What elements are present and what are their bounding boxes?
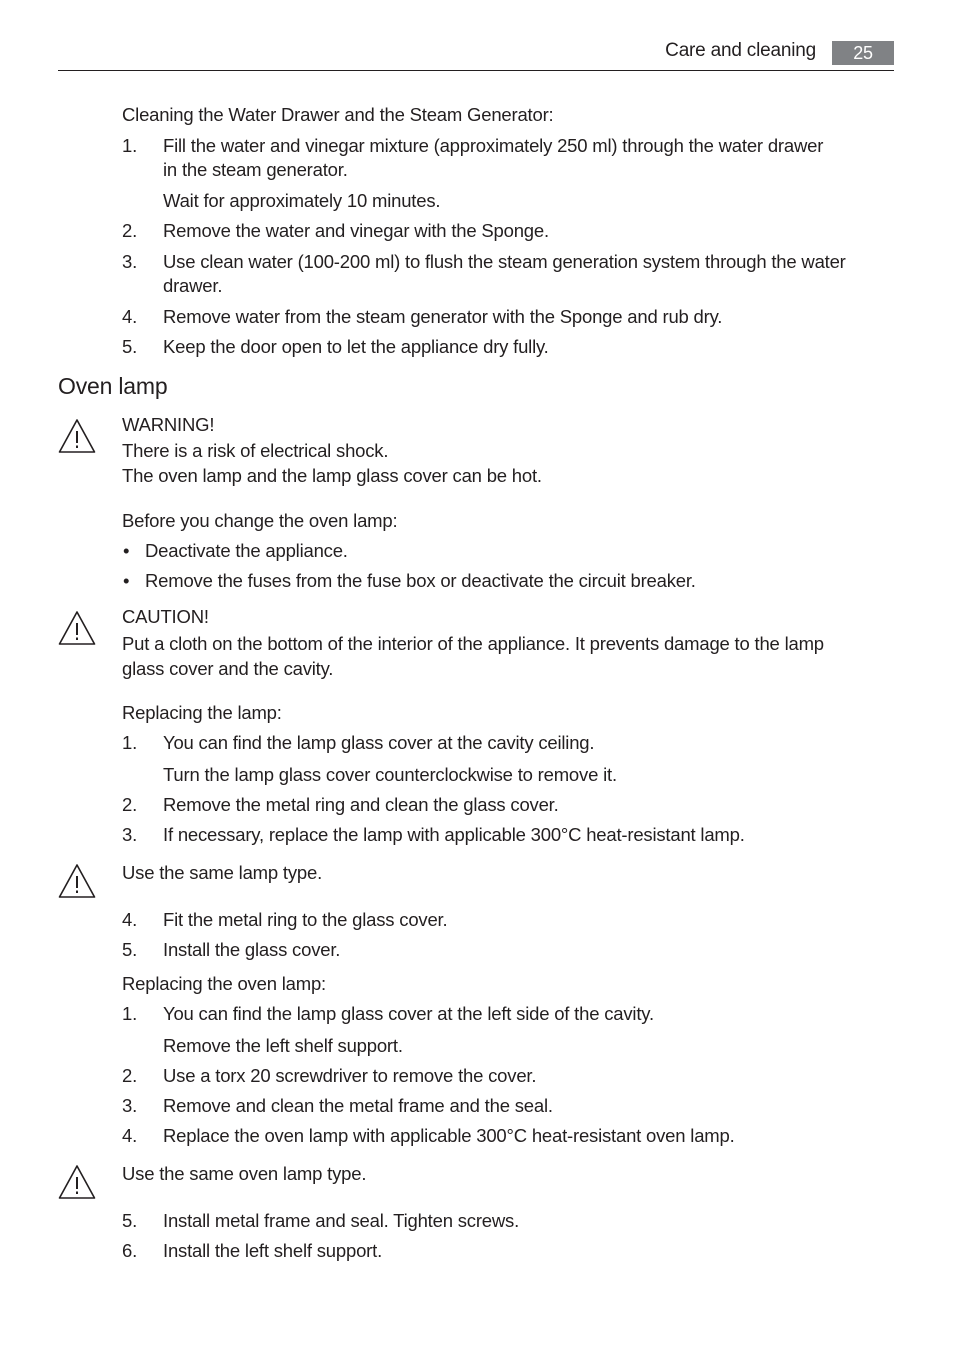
warning-triangle-icon (57, 417, 97, 455)
list-item-number: 1. (122, 732, 138, 753)
list-item-text: If necessary, replace the lamp with applicable 300°C heat-resistant lamp. (163, 824, 745, 845)
warning-triangle-icon (57, 862, 97, 900)
list-item-text: Fill the water and vinegar mixture (approximately 250 ml) through the water drawer (163, 135, 824, 156)
list-item-subtext: Remove the left shelf support. (163, 1035, 403, 1056)
list-item-number: 5. (122, 1210, 138, 1231)
list-item-text: Remove water from the steam generator with the Sponge and rub dry. (163, 306, 723, 327)
warning-triangle-icon (57, 1163, 97, 1201)
list-item-text-cont: in the steam generator. (163, 159, 348, 180)
list-item-text: Use a torx 20 screwdriver to remove the cover. (163, 1065, 537, 1086)
list-item-text-cont: drawer. (163, 275, 223, 296)
list-item-text: You can find the lamp glass cover at the cavity ceiling. (163, 732, 595, 753)
list-item-number: 4. (122, 1125, 138, 1146)
note-text: Use the same oven lamp type. (122, 1163, 367, 1184)
water-drawer-title: Cleaning the Water Drawer and the Steam Generator: (122, 104, 554, 125)
list-item-text: Replace the oven lamp with applicable 300°C heat-resistant oven lamp. (163, 1125, 735, 1146)
replacing-oven-lamp-title: Replacing the oven lamp: (122, 973, 326, 994)
bullet: • (123, 570, 130, 591)
list-item-number: 6. (122, 1240, 138, 1261)
list-item-text: Remove the metal ring and clean the glass cover. (163, 794, 559, 815)
caution-text: glass cover and the cavity. (122, 658, 334, 679)
note-text: Use the same lamp type. (122, 862, 323, 883)
caution-text: Put a cloth on the bottom of the interior of the appliance. It prevents damage to the lamp (122, 633, 824, 654)
replacing-lamp-title: Replacing the lamp: (122, 702, 282, 723)
list-item-text: Fit the metal ring to the glass cover. (163, 909, 448, 930)
list-item-number: 3. (122, 1095, 138, 1116)
list-item-number: 4. (122, 306, 138, 327)
list-item-subtext: Wait for approximately 10 minutes. (163, 190, 441, 211)
warning-text: There is a risk of electrical shock. (122, 440, 389, 461)
section-heading-oven-lamp: Oven lamp (58, 373, 168, 399)
list-item-number: 3. (122, 824, 138, 845)
list-item-number: 2. (122, 794, 138, 815)
warning-triangle-icon (57, 609, 97, 647)
list-item-number: 4. (122, 909, 138, 930)
warning-text: The oven lamp and the lamp glass cover can be hot. (122, 465, 542, 486)
list-item-subtext: Turn the lamp glass cover counterclockwise to remove it. (163, 764, 617, 785)
header-rule (58, 70, 894, 71)
page-number: 25 (832, 41, 894, 65)
list-item-text: Remove and clean the metal frame and the seal. (163, 1095, 553, 1116)
list-item-text: You can find the lamp glass cover at the left side of the cavity. (163, 1003, 654, 1024)
list-item-number: 1. (122, 1003, 138, 1024)
list-item-number: 2. (122, 1065, 138, 1086)
bullet: • (123, 540, 130, 561)
list-item-number: 5. (122, 939, 138, 960)
before-change-title: Before you change the oven lamp: (122, 510, 398, 531)
list-item-number: 3. (122, 251, 138, 272)
warning-title: WARNING! (122, 414, 215, 435)
list-item-text: Use clean water (100-200 ml) to flush the steam generation system through the water (163, 251, 846, 272)
list-item-number: 5. (122, 336, 138, 357)
list-item-text: Keep the door open to let the appliance dry fully. (163, 336, 549, 357)
list-item-text: Install the glass cover. (163, 939, 341, 960)
header-section-title: Care and cleaning (665, 40, 816, 61)
list-item-number: 2. (122, 220, 138, 241)
list-item-text: Install the left shelf support. (163, 1240, 383, 1261)
list-item-text: Remove the water and vinegar with the Sponge. (163, 220, 549, 241)
bullet-item: Deactivate the appliance. (145, 540, 348, 561)
bullet-item: Remove the fuses from the fuse box or deactivate the circuit breaker. (145, 570, 696, 591)
caution-title: CAUTION! (122, 606, 209, 627)
list-item-text: Install metal frame and seal. Tighten screws. (163, 1210, 520, 1231)
list-item-number: 1. (122, 135, 138, 156)
